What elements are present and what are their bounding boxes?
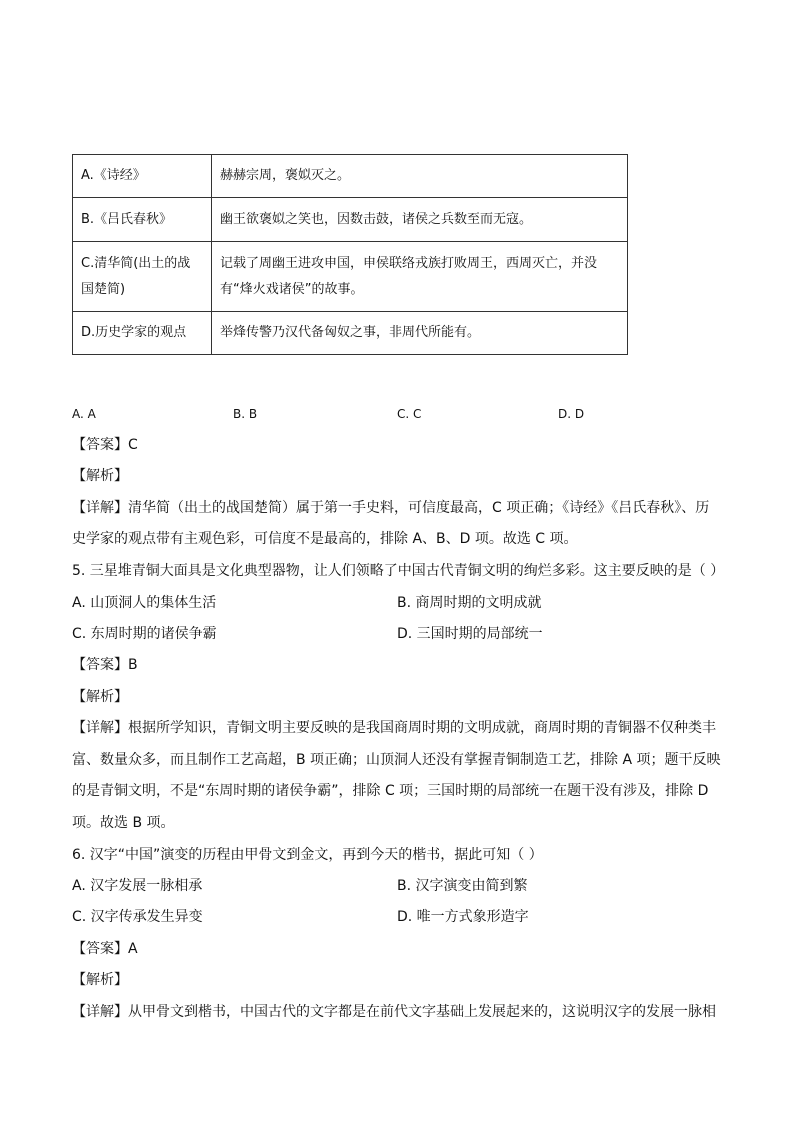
q4-detail-line: 史学家的观点带有主观色彩，可信度不是最高的，排除 A、B、D 项。故选 C 项。 (72, 531, 578, 547)
q4-detail-line: 【详解】清华简（出土的战国楚简）属于第一手史料，可信度最高，C 项正确；《诗经》《吕氏春秋》、历 (72, 500, 710, 516)
table-row (73, 242, 628, 312)
q4-option-d: D. D (558, 407, 585, 421)
q5-option-b: B. 商周时期的文明成就 (397, 595, 542, 611)
q4-option-a: A. A (72, 407, 96, 421)
q5-answer: 【答案】B (72, 657, 138, 673)
q6-detail-line: 【详解】从甲骨文到楷书，中国古代的文字都是在前代文字基础上发展起来的，这说明汉字的发展一脉相 (72, 1004, 716, 1020)
q6-option-a: A. 汉字发展一脉相承 (72, 878, 203, 894)
table-cell-source: A.《诗经》 (73, 155, 212, 198)
source-table (72, 154, 628, 355)
q5-option-d: D. 三国时期的局部统一 (397, 626, 543, 642)
q5-detail-line: 【详解】根据所学知识，青铜文明主要反映的是我国商周时期的文明成就，商周时期的青铜器不仅种类丰 (72, 720, 716, 736)
q5-detail-line: 富、数量众多，而且制作工艺高超，B 项正确；山顶洞人还没有掌握青铜制造工艺，排除 A 项；题干反映 (72, 752, 721, 768)
q6-answer: 【答案】A (72, 941, 138, 957)
q5-detail-line: 项。故选 B 项。 (72, 815, 175, 831)
q5-detail-line: 的是青铜文明，不是“东周时期的诸侯争霸”，排除 C 项；三国时期的局部统一在题干没有涉及，排除 D (72, 783, 709, 799)
table-row (73, 155, 628, 198)
table-row (73, 198, 628, 242)
q6-option-c: C. 汉字传承发生异变 (72, 909, 203, 925)
q5-option-c: C. 东周时期的诸侯争霸 (72, 626, 217, 642)
q5-analysis-label: 【解析】 (72, 689, 128, 705)
q5-stem: 5. 三星堆青铜大面具是文化典型器物，让人们领略了中国古代青铜文明的绚烂多彩。这主要反映的是（ ） (72, 563, 725, 579)
table-cell-content: 记载了周幽王进攻申国，申侯联络戎族打败周王，西周灭亡，并没有“烽火戏诸侯”的故事。 (212, 242, 628, 312)
q4-answer: 【答案】C (72, 437, 138, 453)
table-cell-content: 幽王欲褒姒之笑也，因数击鼓，诸侯之兵数至而无寇。 (212, 198, 628, 242)
q6-stem: 6. 汉字“中国”演变的历程由甲骨文到金文，再到今天的楷书，据此可知（ ） (72, 847, 543, 863)
table-cell-source: B.《吕氏春秋》 (73, 198, 212, 242)
q4-option-b: B. B (233, 407, 258, 421)
q4-analysis-label: 【解析】 (72, 468, 128, 484)
q6-option-b: B. 汉字演变由简到繁 (397, 878, 528, 894)
table-cell-source: D.历史学家的观点 (73, 312, 212, 355)
q5-option-a: A. 山顶洞人的集体生活 (72, 595, 217, 611)
table-cell-content: 赫赫宗周，褒姒灭之。 (212, 155, 628, 198)
q6-option-d: D. 唯一方式象形造字 (397, 909, 529, 925)
q4-option-c: C. C (397, 407, 422, 421)
q6-analysis-label: 【解析】 (72, 972, 128, 988)
table-cell-source: C.清华简(出土的战国楚简) (73, 242, 212, 312)
table-cell-content: 举烽传警乃汉代备匈奴之事，非周代所能有。 (212, 312, 628, 355)
table-row (73, 312, 628, 355)
